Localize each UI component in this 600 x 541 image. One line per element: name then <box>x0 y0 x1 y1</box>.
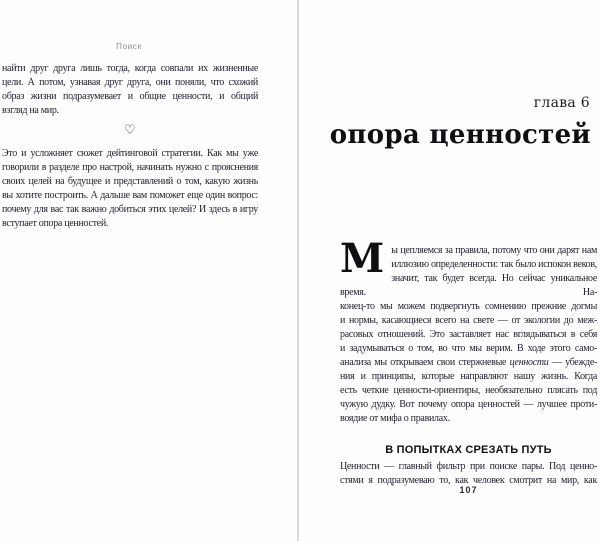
chapter-label: глава 6 <box>533 95 590 111</box>
section-paragraph <box>340 460 597 488</box>
text-line: и нормы, касающиеся всего на свете — от экологии до меж- <box>340 315 597 326</box>
text-line: вступает опора ценностей. <box>2 218 109 229</box>
left-page <box>0 0 297 541</box>
text-line: вы хотите построить. А дальше вам поможет еще один вопрос: <box>2 190 258 201</box>
text-segment: — убежде- <box>548 357 598 368</box>
text-line: воядие от мифа о правилах. <box>340 413 450 424</box>
right-page <box>300 0 600 541</box>
text-line: есть четкие ценности-ориентиры, необязательно плясать под <box>340 385 597 396</box>
running-header: Поиск <box>116 42 142 51</box>
left-page-body <box>2 62 258 231</box>
text-line: Ценности — главный фильтр при поиске пары. Под ценно- <box>340 461 597 472</box>
text-segment: анализа мы открываем свои стержневые <box>340 357 510 368</box>
text-line: значит, так будет всегда. Но сейчас уникальное время. На- <box>340 273 597 298</box>
text-line: ния и принципы, которые направляют нашу жизнь. Когда <box>340 371 597 382</box>
text-line: Это и усложняет сюжет дейтинговой стратегии. Как мы уже <box>2 148 258 159</box>
text-line: почему для вас так важно добиться этих целей? И здесь в игру <box>2 204 258 215</box>
text-line: и задумываться о том, во что мы верим. В ходе этого само- <box>340 343 597 354</box>
text-line: найти друг друга лишь тогда, когда совпали их жизненные <box>2 63 258 74</box>
text-line: расовых отношений. Это заставляет нас вглядываться в себя <box>340 329 597 340</box>
text-line: чужую дудку. Вот почему опора ценностей — лучшее проти- <box>340 399 597 410</box>
emphasized-text: ценности <box>509 357 549 368</box>
text-line: взгляд на мир. <box>2 105 59 116</box>
drop-cap: М <box>340 235 385 282</box>
page-number: 107 <box>459 485 478 495</box>
text-line: своих целей на будущее и представлений о том, какую жизнь <box>2 176 258 187</box>
text-line: образ жизни подразумевает и общие ценности, и общий <box>2 91 258 102</box>
text-line: конец-то мы можем подвергнуть сомнению прежние догмы <box>340 301 597 312</box>
chapter-title: опора ценностей <box>329 120 591 150</box>
text-line: цели. А потом, узнавая друг друга, они поняли, что схожий <box>2 77 258 88</box>
text-line: ы цепляемся за правила, потому что они дарят нам <box>391 245 597 256</box>
left-paragraph-1 <box>2 62 258 118</box>
text-line: стями я подразумеваю то, как человек смотрит на мир, как <box>340 475 597 486</box>
text-line <box>340 356 597 370</box>
left-paragraph-2 <box>2 147 258 231</box>
section-heading: В ПОПЫТКАХ СРЕЗАТЬ ПУТЬ <box>385 444 552 456</box>
right-page-body <box>340 235 598 488</box>
main-paragraph <box>340 235 598 426</box>
text-line: иллюзию определенности: так было испокон веков, <box>391 259 597 270</box>
heart-icon: ♡ <box>124 123 136 138</box>
text-line: говорили в разделе про настрой, начинать нужно с прояснения <box>2 162 258 173</box>
page-gutter-divider <box>297 0 299 541</box>
